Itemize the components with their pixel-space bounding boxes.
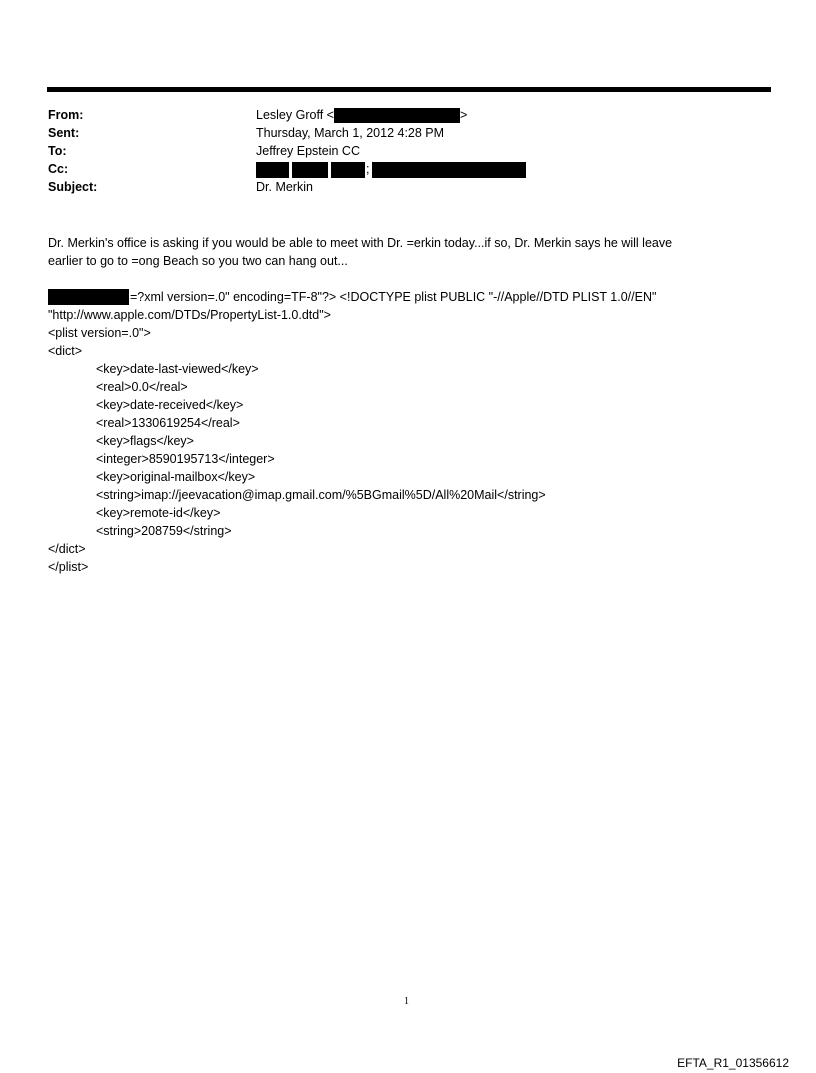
redaction-block xyxy=(256,162,289,178)
xml-line: <real>1330619254</real> xyxy=(96,416,240,430)
xml-line: </plist> xyxy=(48,560,89,574)
sent-value: Thursday, March 1, 2012 4:28 PM xyxy=(256,126,445,140)
redaction-block xyxy=(331,162,365,178)
xml-line: <key>date-last-viewed</key> xyxy=(96,362,259,376)
page-number: 1 xyxy=(404,996,409,1007)
xml-line: <key>remote-id</key> xyxy=(96,506,221,520)
from-name: Lesley Groff < xyxy=(256,108,334,122)
body-paragraph-line: earlier to go to =ong Beach so you two can hang out... xyxy=(48,254,348,268)
xml-line: <real>0.0</real> xyxy=(96,380,188,394)
xml-line: <key>original-mailbox</key> xyxy=(96,470,256,484)
xml-line: <key>flags</key> xyxy=(96,434,194,448)
body-paragraph-line: Dr. Merkin's office is asking if you would be able to meet with Dr. =erkin today...if so, Dr. Merkin says he will leave xyxy=(48,236,673,250)
redaction-block xyxy=(48,289,129,305)
xml-line: </dict> xyxy=(48,542,86,556)
xml-line: "http://www.apple.com/DTDs/PropertyList-1.0.dtd"> xyxy=(48,308,331,322)
redaction-block xyxy=(334,108,460,123)
xml-line: <plist version=.0"> xyxy=(48,326,151,340)
to-label: To: xyxy=(48,144,67,158)
bates-number: EFTA_R1_01356612 xyxy=(677,1056,789,1070)
from-label: From: xyxy=(48,108,84,122)
from-email-close: > xyxy=(459,108,468,122)
xml-line: <integer>8590195713</integer> xyxy=(96,452,275,466)
xml-line: <string>208759</string> xyxy=(96,524,232,538)
xml-line: <string>imap://jeevacation@imap.gmail.com/%5BGmail%5D/All%20Mail</string> xyxy=(96,488,546,502)
subject-label: Subject: xyxy=(48,180,98,194)
xml-line: <key>date-received</key> xyxy=(96,398,244,412)
from-value xyxy=(256,108,467,123)
redaction-block xyxy=(292,162,328,178)
sent-label: Sent: xyxy=(48,126,80,140)
to-value: Jeffrey Epstein CC xyxy=(256,144,360,158)
xml-line: =?xml version=.0" encoding=TF-8"?> <!DOCTYPE plist PUBLIC "-//Apple//DTD PLIST 1.0//EN" xyxy=(130,290,657,304)
subject-value: Dr. Merkin xyxy=(256,180,313,194)
cc-separator: ; xyxy=(366,162,370,176)
top-rule xyxy=(47,87,771,92)
cc-label: Cc: xyxy=(48,162,69,176)
xml-line: <dict> xyxy=(48,344,83,358)
redaction-block xyxy=(372,162,526,178)
